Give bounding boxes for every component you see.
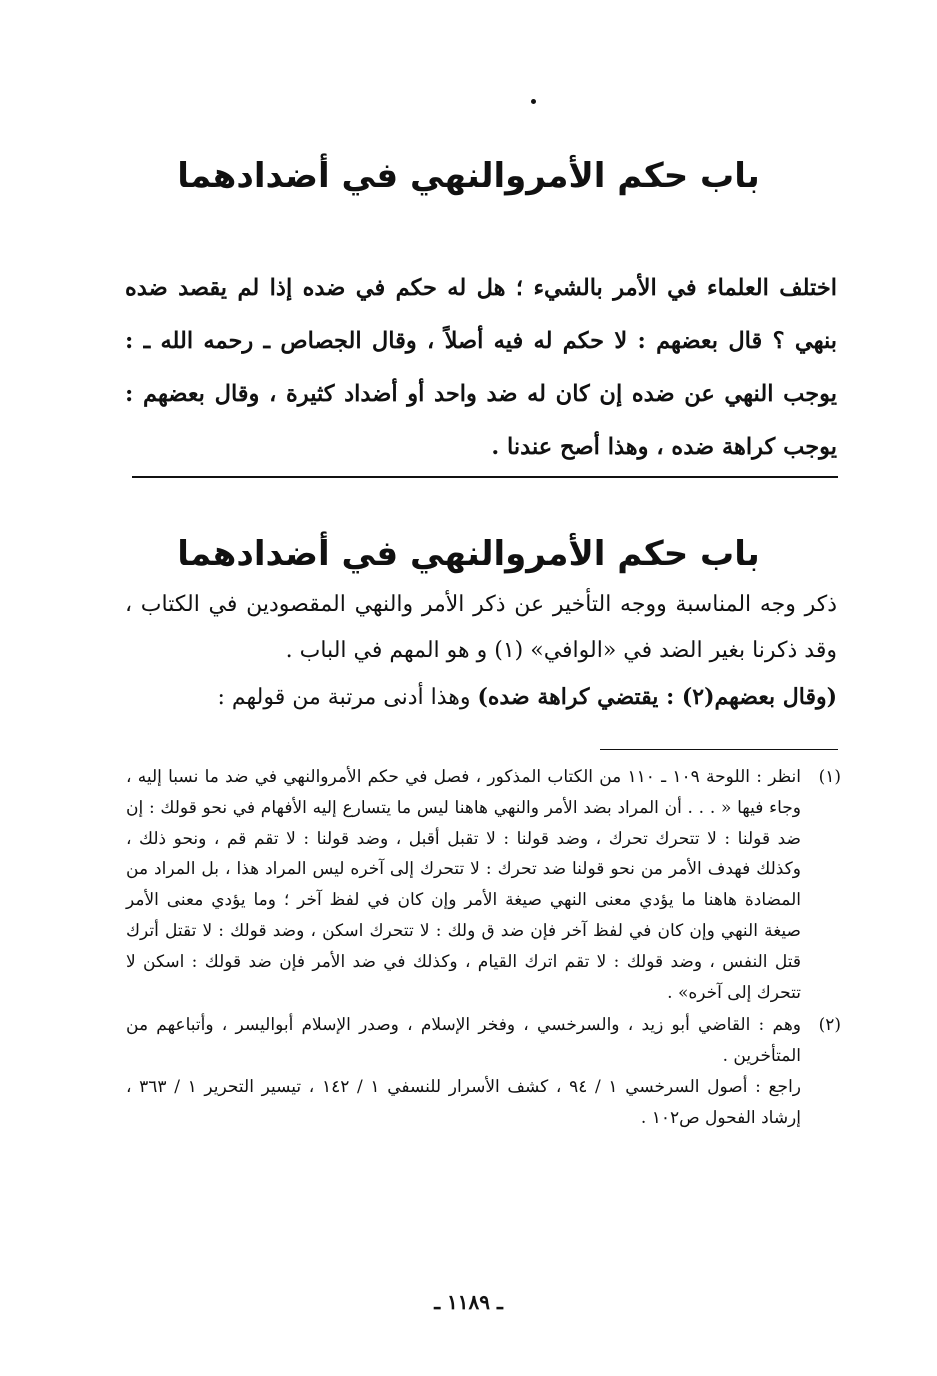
chapter-heading: باب حكم الأمروالنهي في أضدادهما — [177, 156, 760, 196]
commentary-paragraph — [125, 674, 837, 721]
footnote-paragraph: راجع : أصول السرخسي ١ / ٩٤ ، كشف الأسرار للنسفي ١ / ١٤٢ ، تيسير التحرير ١ / ٣٦٣ ، إرشاد الفحول ص١٠٢ . — [126, 1076, 802, 1128]
footnote-body — [126, 1010, 801, 1133]
footnote-paragraph: وهم : القاضي أبو زيد ، والسرخسي ، وفخر الإسلام ، وصدر الإسلام أبواليسر ، وأتباعهم من المتأخرين . — [126, 1015, 801, 1067]
commentary-text — [125, 582, 837, 721]
quoted-matn: (وقال بعضهم(٢) : يقتضي كراهة ضده) — [477, 684, 837, 710]
main-divider — [132, 476, 838, 478]
main-text: اختلف العلماء في الأمر بالشيء ؛ هل له حكم في ضده إذا لم يقصد ضده بنهي ؟ قال بعضهم : لا حكم له فيه أصلاً ، وقال الجصاص ـ رحمه الله ـ : يوجب النهي عن ضده إن كان له ضد واحد أو أضداد كثيرة ، وقال بعضهم : يوجب كراهة ضده ، وهذا أصح عندنا . — [125, 275, 837, 460]
page-number: ـ ١١٨٩ ـ — [434, 1290, 503, 1314]
page-dot-mark — [531, 99, 536, 104]
footnote-body — [126, 762, 801, 1008]
commentary-heading: باب حكم الأمروالنهي في أضدادهما — [177, 534, 760, 574]
footnote — [126, 762, 841, 1008]
footnotes — [126, 762, 841, 1136]
footnote-paragraph: انظر : اللوحة ١٠٩ ـ ١١٠ من الكتاب المذكور ، فصل في حكم الأمروالنهي في ضد ما نسبا إليه ، وجاء فيها « . . . أن المراد بضد الأمر والنهي هاهنا ليس ما يتسارع إليه الأفهام في نحو قولك : إن ضد قولنا : لا تتحرك تحرك ، وضد قولنا : لا تقبل أقبل ، وضد قولنا : لا تقم قم ، ونحو ذلك ، وكذلك فهدف الأمر من نحو قولنا ضد تحرك : لا تتحرك إلى آخره ليس المراد هذا ، بل المراد من المضادة هاهنا ما يؤدي معنى النهي صيغة الأمر وإن كان في لفظ آخر ؛ وما يؤدي معنى الأمر صيغة النهي وإن كان في لفظ آخر فإن ضد ق ولك : لا تتحرك اسكن ، وضد قولك : لا تقتل أترك قتل النفس ، وضد قولك : لا تقم اترك القيام ، وكذلك في ضد الأمر فإن ضد قولك : اسكن لا تتحرك إلى آخره» . — [126, 767, 801, 1003]
footnote — [126, 1010, 841, 1133]
footnote-divider — [600, 749, 838, 750]
footnote-number: (١) — [818, 767, 841, 787]
footnote-number: (٢) — [818, 1015, 841, 1036]
commentary-continuation: وهذا أدنى مرتبة من قولهم : — [217, 685, 478, 710]
commentary-paragraph: ذكر وجه المناسبة ووجه التأخير عن ذكر الأمر والنهي المقصودين في الكتاب ، وقد ذكرنا بغير الضد في «الوافي» (١) و هو المهم في الباب . — [125, 592, 837, 663]
